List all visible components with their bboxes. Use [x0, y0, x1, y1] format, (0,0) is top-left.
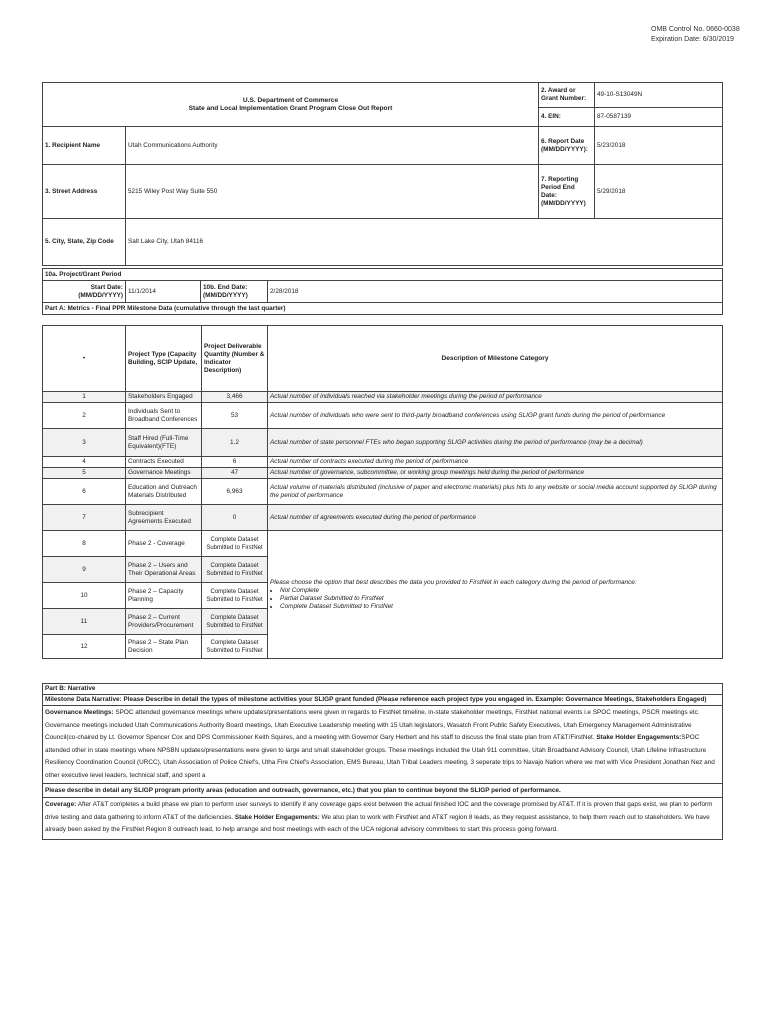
- city-label: 5. City, State, Zip Code: [43, 219, 126, 266]
- answer-1-heading-2: Stake Holder Engagements:: [596, 734, 682, 741]
- row-desc: Actual number of individuals who were sent to third-party broadband conferences using SLIGP grant funds during the period of performance: [268, 403, 723, 429]
- row-type: Education and Outreach Materials Distributed: [126, 479, 202, 505]
- narrative-question-1: Milestone Data Narrative: Please Describe in detail the types of milestone activities your SLIGP grant funded (Please reference each project type you engaged in. Example: Governance Meetings, Stakeholders Engaged): [43, 695, 723, 706]
- row-desc: Actual number of state personnel FTEs who began supporting SLIGP activities during the period of performance (may be a decimal): [268, 429, 723, 457]
- row-type: Stakeholders Engaged: [126, 392, 202, 403]
- row-num: 12: [43, 635, 126, 659]
- col-type-header: Project Type (Capacity Building, SCIP Update,: [126, 326, 202, 392]
- start-date-value: 11/1/2014: [126, 281, 201, 303]
- row-num: 6: [43, 479, 126, 505]
- answer-2-heading-2: Stake Holder Engagements:: [234, 813, 320, 821]
- row-type: Phase 2 - Coverage: [126, 531, 202, 557]
- table-row: [43, 468, 723, 479]
- omb-control: OMB Control No. 0660-0038: [651, 26, 740, 33]
- table-row: [43, 457, 723, 468]
- street-value: 5215 Wiley Post Way Suite 550: [126, 165, 539, 219]
- recipient-value: Utah Communications Authority: [126, 127, 539, 165]
- answer-1-heading: Governance Meetings:: [45, 709, 114, 716]
- street-label: 3. Street Address: [43, 165, 126, 219]
- row-num: 9: [43, 557, 126, 583]
- row-qty: 0: [202, 505, 268, 531]
- report-title-cell: [43, 83, 539, 127]
- table-row: [43, 531, 723, 557]
- row-type: Phase 2 – State Plan Decision: [126, 635, 202, 659]
- answer-2-text-2: We also plan to work with FirstNet and AT&T region 8 leads, as they request assistance, to help them reach out to stakeholders. We have already been asked by the FirstNet Region 8 outreach lead, to help arrange and host meetings with each of the UCA regional advisory committees to start this process going forward.: [45, 813, 710, 833]
- period-label: 10a. Project/Grant Period: [43, 269, 723, 281]
- row-qty: 6: [202, 457, 268, 468]
- omb-info: [651, 25, 740, 45]
- answer-2-text: After AT&T completes a build phase we plan to perform user surveys to identify if any coverage gaps exist between the actual finished IOC and the coverage promised by AT&T. If it is proven that gaps exist, we plan to perform drive testing and data gathering to inform AT&T of the deficiencies.: [45, 801, 713, 821]
- row-type: Phase 2 – Current Providers/Procurement: [126, 609, 202, 635]
- narrative-answer-1: [43, 706, 723, 784]
- ein-value: 87-0587139: [595, 108, 723, 127]
- report-title: State and Local Implementation Grant Program Close Out Report: [188, 104, 393, 112]
- narrative-table: [42, 683, 723, 840]
- omb-expiration: Expiration Date: 6/30/2019: [651, 36, 734, 43]
- city-value: Salt Lake City, Utah 84116: [126, 219, 723, 266]
- answer-1-text: SPOC attended governance meetings where updates/presentations were given in regards to FirstNet timeline, in-state stakeholder meetings, FirstNet national events i.e SPOC meetings, PSCR meetings etc. Governance meetings included Utah Communications Authority Board meetings, Utah Executive Leadership meeting with 15 Utah legislators, Wasatch Front Public Safety Executives, Utah Emergency Management Administrative Council(co-chaired by Lt. Governor Spencer Cox and DPS Commissioner Keith Squires, and a meeting with Governor Gary Herbert and his staff to discuss the final state plan from AT&T/FirstNet.: [45, 709, 700, 741]
- report-date-label: 6. Report Date (MM/DD/YYYY):: [539, 127, 595, 165]
- row-type: Phase 2 – Users and Their Operational Areas: [126, 557, 202, 583]
- phase-desc-cell: [268, 531, 723, 659]
- row-num: 3: [43, 429, 126, 457]
- row-qty: 3,466: [202, 392, 268, 403]
- row-qty: 1.2: [202, 429, 268, 457]
- answer-2-heading: Coverage:: [45, 801, 77, 808]
- recipient-label: 1. Recipient Name: [43, 127, 126, 165]
- table-row: [43, 505, 723, 531]
- col-desc-header: Description of Milestone Category: [268, 326, 723, 392]
- row-desc: Actual number of agreements executed during the period of performance: [268, 505, 723, 531]
- metrics-table: [42, 325, 723, 659]
- col-deliverable-header: Project Deliverable Quantity (Number & Indicator Description): [202, 326, 268, 392]
- period-table: [42, 268, 723, 315]
- row-qty: Complete Dataset Submitted to FirstNet: [202, 635, 268, 659]
- narrative-question-2: Please describe in detail any SLIGP program priority areas (education and outreach, governance, etc.) that you plan to continue beyond the SLIGP period of performance.: [43, 784, 723, 798]
- row-type: Staff Hired (Full-Time Equivalent)(FTE): [126, 429, 202, 457]
- row-type: Contracts Executed: [126, 457, 202, 468]
- row-type: Subrecipient Agreements Executed: [126, 505, 202, 531]
- table-row: [43, 392, 723, 403]
- row-desc: Actual number of contracts executed during the period of performance: [268, 457, 723, 468]
- col-num-header: •: [43, 326, 126, 392]
- row-qty: Complete Dataset Submitted to FirstNet: [202, 557, 268, 583]
- row-num: 10: [43, 583, 126, 609]
- row-desc: Actual volume of materials distributed (inclusive of paper and electronic materials) plus hits to any website or social media account supported by SLIGP during the period of performance: [268, 479, 723, 505]
- row-num: 4: [43, 457, 126, 468]
- award-value: 49-10-S13049N: [595, 83, 723, 108]
- row-qty: Complete Dataset Submitted to FirstNet: [202, 531, 268, 557]
- row-type: Phase 2 – Capacity Planning: [126, 583, 202, 609]
- row-qty: 6,963: [202, 479, 268, 505]
- phase-option: • Not Complete: [280, 587, 720, 595]
- phase-options: [270, 587, 720, 611]
- row-desc: Actual number of governance, subcommittee, or working group meetings held during the period of performance: [268, 468, 723, 479]
- row-type: Individuals Sent to Broadband Conferences: [126, 403, 202, 429]
- start-date-label: Start Date: (MM/DD/YYYY): [43, 281, 126, 303]
- award-label: 2. Award or Grant Number:: [539, 83, 595, 108]
- row-num: 7: [43, 505, 126, 531]
- ein-label: 4. EIN:: [539, 108, 595, 127]
- header-table: [42, 82, 723, 266]
- phase-option: • Complete Dataset Submitted to FirstNet: [280, 603, 720, 611]
- row-num: 2: [43, 403, 126, 429]
- period-end-label: 7. Reporting Period End Date: (MM/DD/YYYY): [539, 165, 595, 219]
- dept-name: U.S. Department of Commerce: [242, 96, 339, 104]
- table-row: [43, 429, 723, 457]
- row-qty: Complete Dataset Submitted to FirstNet: [202, 583, 268, 609]
- table-row: [43, 479, 723, 505]
- narrative-answer-2: [43, 798, 723, 840]
- row-qty: 53: [202, 403, 268, 429]
- row-num: 1: [43, 392, 126, 403]
- phase-option: • Partial Dataset Submitted to FirstNet: [280, 595, 720, 603]
- partB-title: Part B: Narrative: [43, 684, 723, 695]
- row-qty: Complete Dataset Submitted to FirstNet: [202, 609, 268, 635]
- end-date-label: 10b. End Date: (MM/DD/YYYY): [201, 281, 268, 303]
- row-type: Governance Meetings: [126, 468, 202, 479]
- row-desc: Actual number of individuals reached via stakeholder meetings during the period of performance: [268, 392, 723, 403]
- row-num: 5: [43, 468, 126, 479]
- period-end-value: 5/29/2018: [595, 165, 723, 219]
- report-date-value: 5/23/2018: [595, 127, 723, 165]
- end-date-value: 2/28/2018: [268, 281, 723, 303]
- row-num: 11: [43, 609, 126, 635]
- answer-1-text-2: SPOC attended other in state meetings where NPSBN updates/presentations were given to large and small stakeholder groups. These meetings included the Utah 911 committee, Utah Broadband Advisory Council, Utah Lifeline Infrastructure Resiliency Coordination Council (URCC), Utah Association of Police Chief's, Utha Fire Chief's Association, EMS Bureau, Utah Tribal Leaders meeting, 3 seperate trips to Navajo Nation where we met with Vice President Jonathan Nez and other executive level leaders, technical staff, and spent a: [45, 734, 715, 779]
- row-num: 8: [43, 531, 126, 557]
- table-row: [43, 403, 723, 429]
- row-qty: 47: [202, 468, 268, 479]
- partA-title: Part A: Metrics - Final PPR Milestone Data (cumulative through the last quarter): [43, 303, 723, 315]
- phase-desc: Please choose the option that best describes the data you provided to FirstNet in each category during the period of performance:: [270, 578, 637, 586]
